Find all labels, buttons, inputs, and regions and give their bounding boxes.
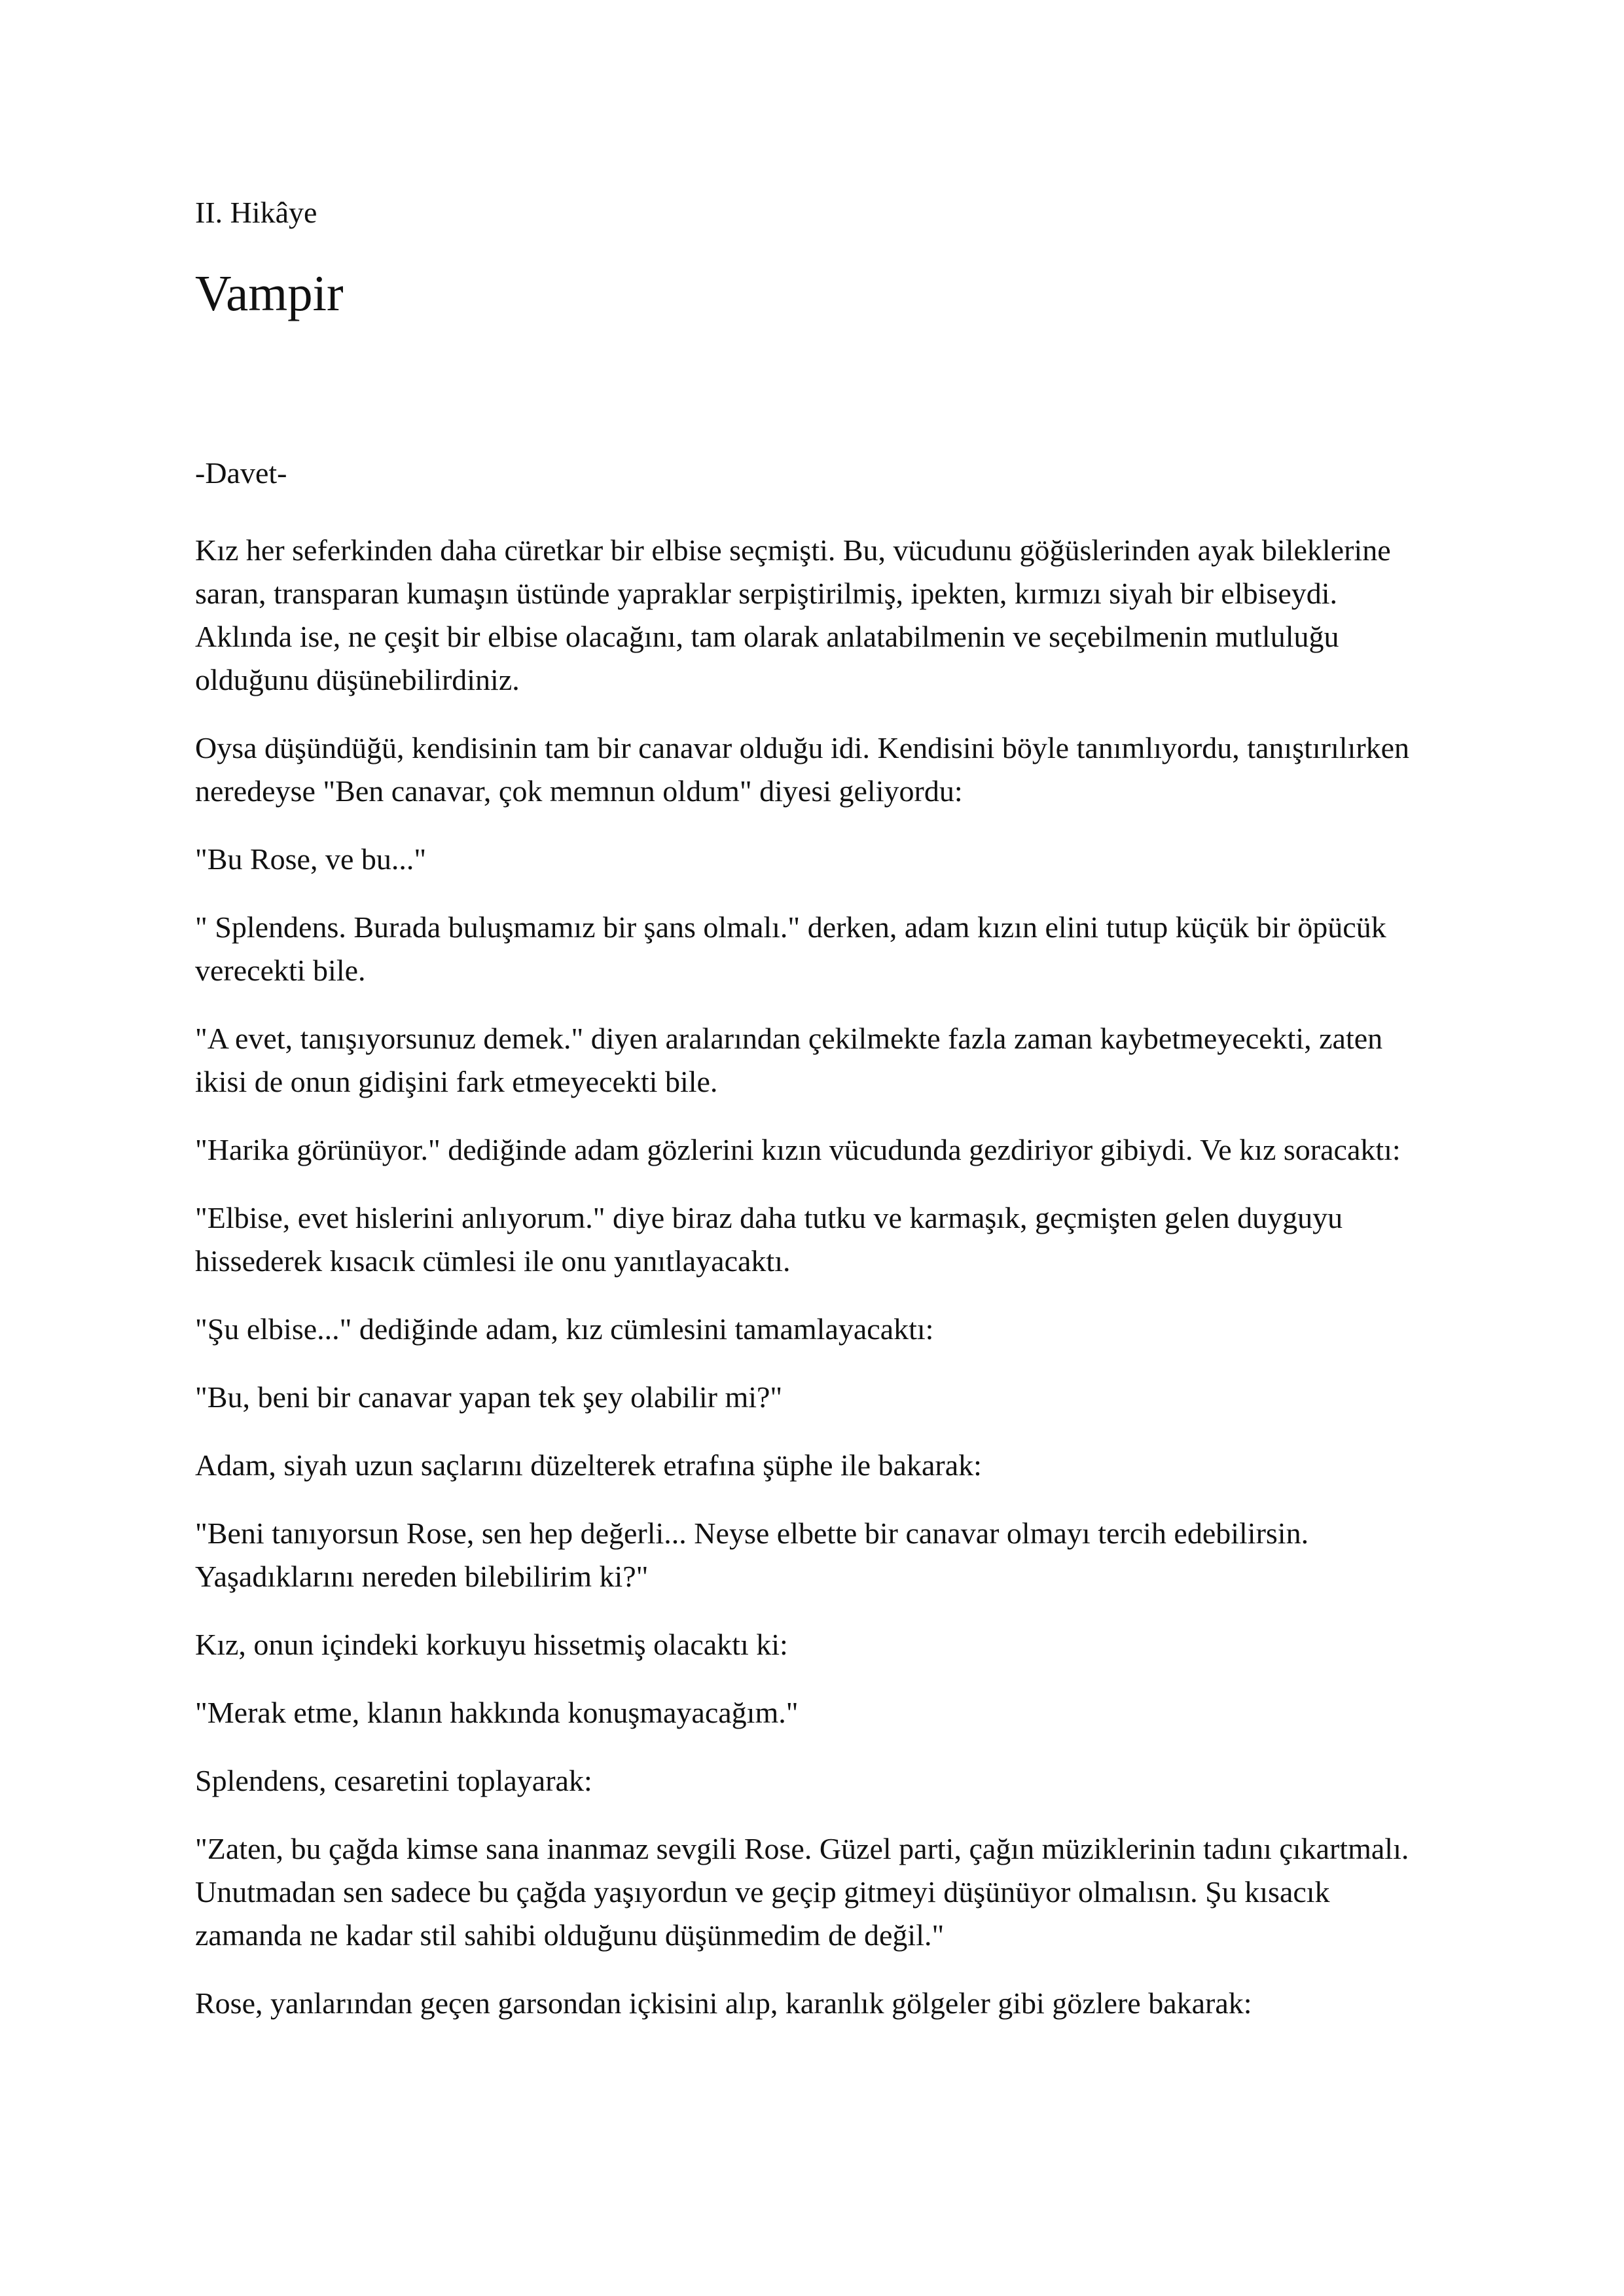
paragraph: "Bu, beni bir canavar yapan tek şey olabilir mi?": [195, 1380, 783, 1414]
body-text: [195, 529, 1439, 2025]
paragraph: Kız, onun içindeki korkuyu hissetmiş olacaktı ki:: [195, 1628, 788, 1661]
paragraph: "Bu Rose, ve bu...": [195, 842, 427, 876]
paragraph: "Şu elbise..." dediğinde adam, kız cümlesini tamamlayacaktı:: [195, 1312, 934, 1346]
paragraph: Oysa düşündüğü, kendisinin tam bir canavar olduğu idi. Kendisini böyle tanımlıyordu, tanıştırılırken neredeyse "Ben canavar, çok memnun oldum" diyesi geliyordu:: [195, 731, 1410, 808]
paragraph: "A evet, tanışıyorsunuz demek." diyen aralarından çekilmekte fazla zaman kaybetmeyecekti, zaten ikisi de onun gidişini fark etmeyecekti bile.: [195, 1022, 1383, 1098]
paragraph: Rose, yanlarından geçen garsondan içkisini alıp, karanlık gölgeler gibi gözlere bakarak:: [195, 1986, 1252, 2020]
paragraph: " Splendens. Burada buluşmamız bir şans olmalı." derken, adam kızın elini tutup küçük bir öpücük verecekti bile.: [195, 910, 1386, 987]
chapter-label: II. Hikâye: [195, 196, 317, 229]
paragraph: Kız her seferkinden daha cüretkar bir elbise seçmişti. Bu, vücudunu göğüslerinden ayak bileklerine saran, transparan kumaşın üstünde yapraklar serpiştirilmiş, ipekten, kırmızı siyah bir elbiseydi. Aklında ise, ne çeşit bir elbise olacağını, tam olarak anlatabilmenin ve seçebilmenin mutluluğu olduğunu düşünebilirdiniz.: [195, 533, 1391, 696]
paragraph: "Beni tanıyorsun Rose, sen hep değerli... Neyse elbette bir canavar olmayı tercih edebilirsin. Yaşadıklarını nereden bilebilirim ki?": [195, 1516, 1309, 1593]
story-title: Vampir: [195, 265, 344, 321]
paragraph: "Zaten, bu çağda kimse sana inanmaz sevgili Rose. Güzel parti, çağın müziklerinin tadını çıkartmalı. Unutmadan sen sadece bu çağda yaşıyordun ve geçip gitmeyi düşünüyor olmalısın. Şu kısacık zamanda ne kadar stil sahibi olduğunu düşünmedim de değil.": [195, 1832, 1409, 1952]
section-heading: -Davet-: [195, 456, 287, 490]
page-content: [195, 190, 1439, 2050]
paragraph: "Merak etme, klanın hakkında konuşmayacağım.": [195, 1696, 799, 1729]
paragraph: "Harika görünüyor." dediğinde adam gözlerini kızın vücudunda gezdiriyor gibiydi. Ve kız soracaktı:: [195, 1133, 1401, 1166]
paragraph: Adam, siyah uzun saçlarını düzelterek etrafına şüphe ile bakarak:: [195, 1448, 982, 1482]
paragraph: Splendens, cesaretini toplayarak:: [195, 1764, 592, 1797]
paragraph: "Elbise, evet hislerini anlıyorum." diye biraz daha tutku ve karmaşık, geçmişten gelen duyguyu hissederek kısacık cümlesi ile onu yanıtlayacaktı.: [195, 1201, 1343, 1278]
